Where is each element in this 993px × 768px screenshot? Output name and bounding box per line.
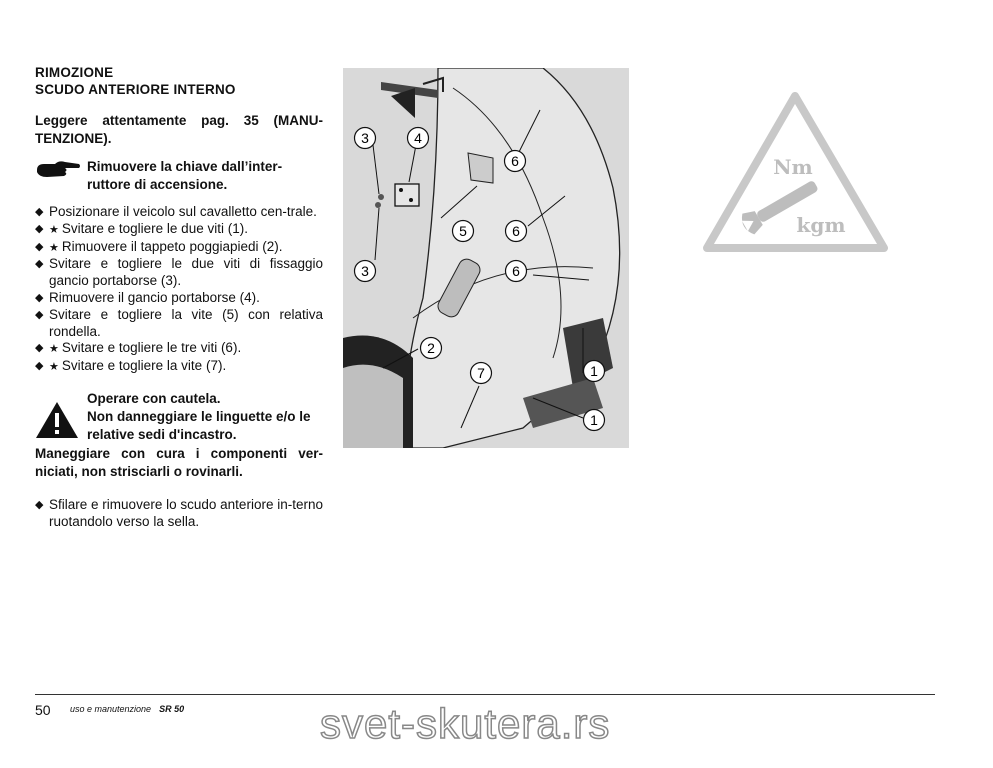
list-item: ◆ ★ Svitare e togliere le due viti (1).	[35, 220, 248, 236]
callout-2	[421, 338, 442, 359]
watermark: svet-skutera.rs	[320, 700, 611, 747]
pointing-hand-icon	[35, 158, 87, 194]
page-number: 50	[35, 702, 51, 718]
callout-label: 2	[427, 340, 435, 356]
section-title	[35, 64, 323, 98]
callout-6-middle	[506, 221, 527, 242]
callout-label: 6	[511, 153, 519, 169]
illustration-drawing	[343, 68, 629, 448]
warning-triangle-icon	[35, 390, 87, 445]
torque-unit-kgm: kgm	[796, 213, 846, 237]
list-item: ◆ ★ Svitare e togliere la vite (7).	[35, 358, 227, 374]
bullet-icon: ◆	[35, 308, 44, 321]
bullet-icon: ◆	[35, 291, 44, 304]
scooter-shield-illustration	[343, 68, 629, 448]
bullet-icon: ◆	[35, 240, 44, 253]
bullet-icon: ◆	[35, 222, 44, 235]
title-line-2: SCUDO ANTERIORE INTERNO	[35, 82, 236, 97]
torque-wrench-icon	[703, 92, 888, 254]
callout-3-upper	[355, 128, 376, 149]
bullet-icon: ◆	[35, 498, 44, 511]
callout-5	[453, 221, 474, 242]
bullet-icon: ◆	[35, 342, 44, 355]
list-item: ◆ Posizionare il veicolo sul cavalletto cen-trale.	[35, 204, 317, 219]
list-item: ◆ Svitare e togliere la vite (5) con relativa rondella.	[35, 306, 323, 339]
callout-label: 7	[477, 365, 485, 381]
warning-block	[35, 390, 323, 445]
list-item: ◆ Sfilare e rimuovere lo scudo anteriore in-terno ruotandolo verso la sella.	[35, 496, 323, 529]
bullet-icon: ◆	[35, 206, 44, 218]
callout-label: 6	[512, 263, 520, 279]
callout-label: 4	[414, 130, 422, 146]
warning-extra-text: Maneggiare con cura i componenti ver-niciati, non strisciarli o rovinarli.	[35, 445, 323, 479]
note-block	[35, 158, 323, 194]
footer-manual-title: uso e manutenzione SR 50	[70, 704, 185, 714]
list-item: ◆ ★ Svitare e togliere le tre viti (6).	[35, 340, 242, 356]
bullet-icon: ◆	[35, 258, 44, 271]
title-line-1: RIMOZIONE	[35, 65, 114, 80]
callout-4	[408, 128, 429, 149]
intro-text: Leggere attentamente pag. 35 (MANU-TENZIONE).	[35, 113, 323, 146]
callout-3-lower	[355, 261, 376, 282]
final-steps-list	[35, 497, 323, 531]
callout-label: 5	[459, 223, 467, 239]
star-icon: ★	[49, 343, 59, 356]
callout-label: 3	[361, 130, 369, 146]
callout-label: 3	[361, 263, 369, 279]
callout-6-lower	[506, 261, 527, 282]
star-icon: ★	[49, 361, 59, 374]
text-column	[35, 64, 323, 531]
note-text: Rimuovere la chiave dall’inter-ruttore di accensione.	[87, 159, 283, 192]
footer-rule	[35, 694, 935, 695]
list-item: ◆ Rimuovere il gancio portaborse (4).	[35, 289, 260, 305]
warning-text: Operare con cautela. Non danneggiare le linguette e/o le relative sedi d'incastro.	[87, 390, 311, 442]
callout-1-upper	[584, 361, 605, 382]
star-icon: ★	[49, 223, 59, 236]
callout-label: 1	[590, 412, 598, 428]
callout-label: 1	[590, 363, 598, 379]
star-icon: ★	[49, 241, 59, 254]
list-item: ◆ ★ Rimuovere il tappeto poggiapiedi (2).	[35, 238, 283, 254]
steps-list	[35, 204, 323, 376]
callout-1-lower	[584, 410, 605, 431]
callout-label: 6	[512, 223, 520, 239]
footer-model: SR 50	[159, 704, 185, 714]
list-item: ◆ Svitare e togliere le due viti di fissaggio gancio portaborse (3).	[35, 256, 323, 289]
callout-7	[471, 363, 492, 384]
bullet-icon: ◆	[35, 360, 44, 373]
torque-unit-nm: Nm	[773, 155, 813, 179]
callout-6-top	[505, 151, 526, 172]
